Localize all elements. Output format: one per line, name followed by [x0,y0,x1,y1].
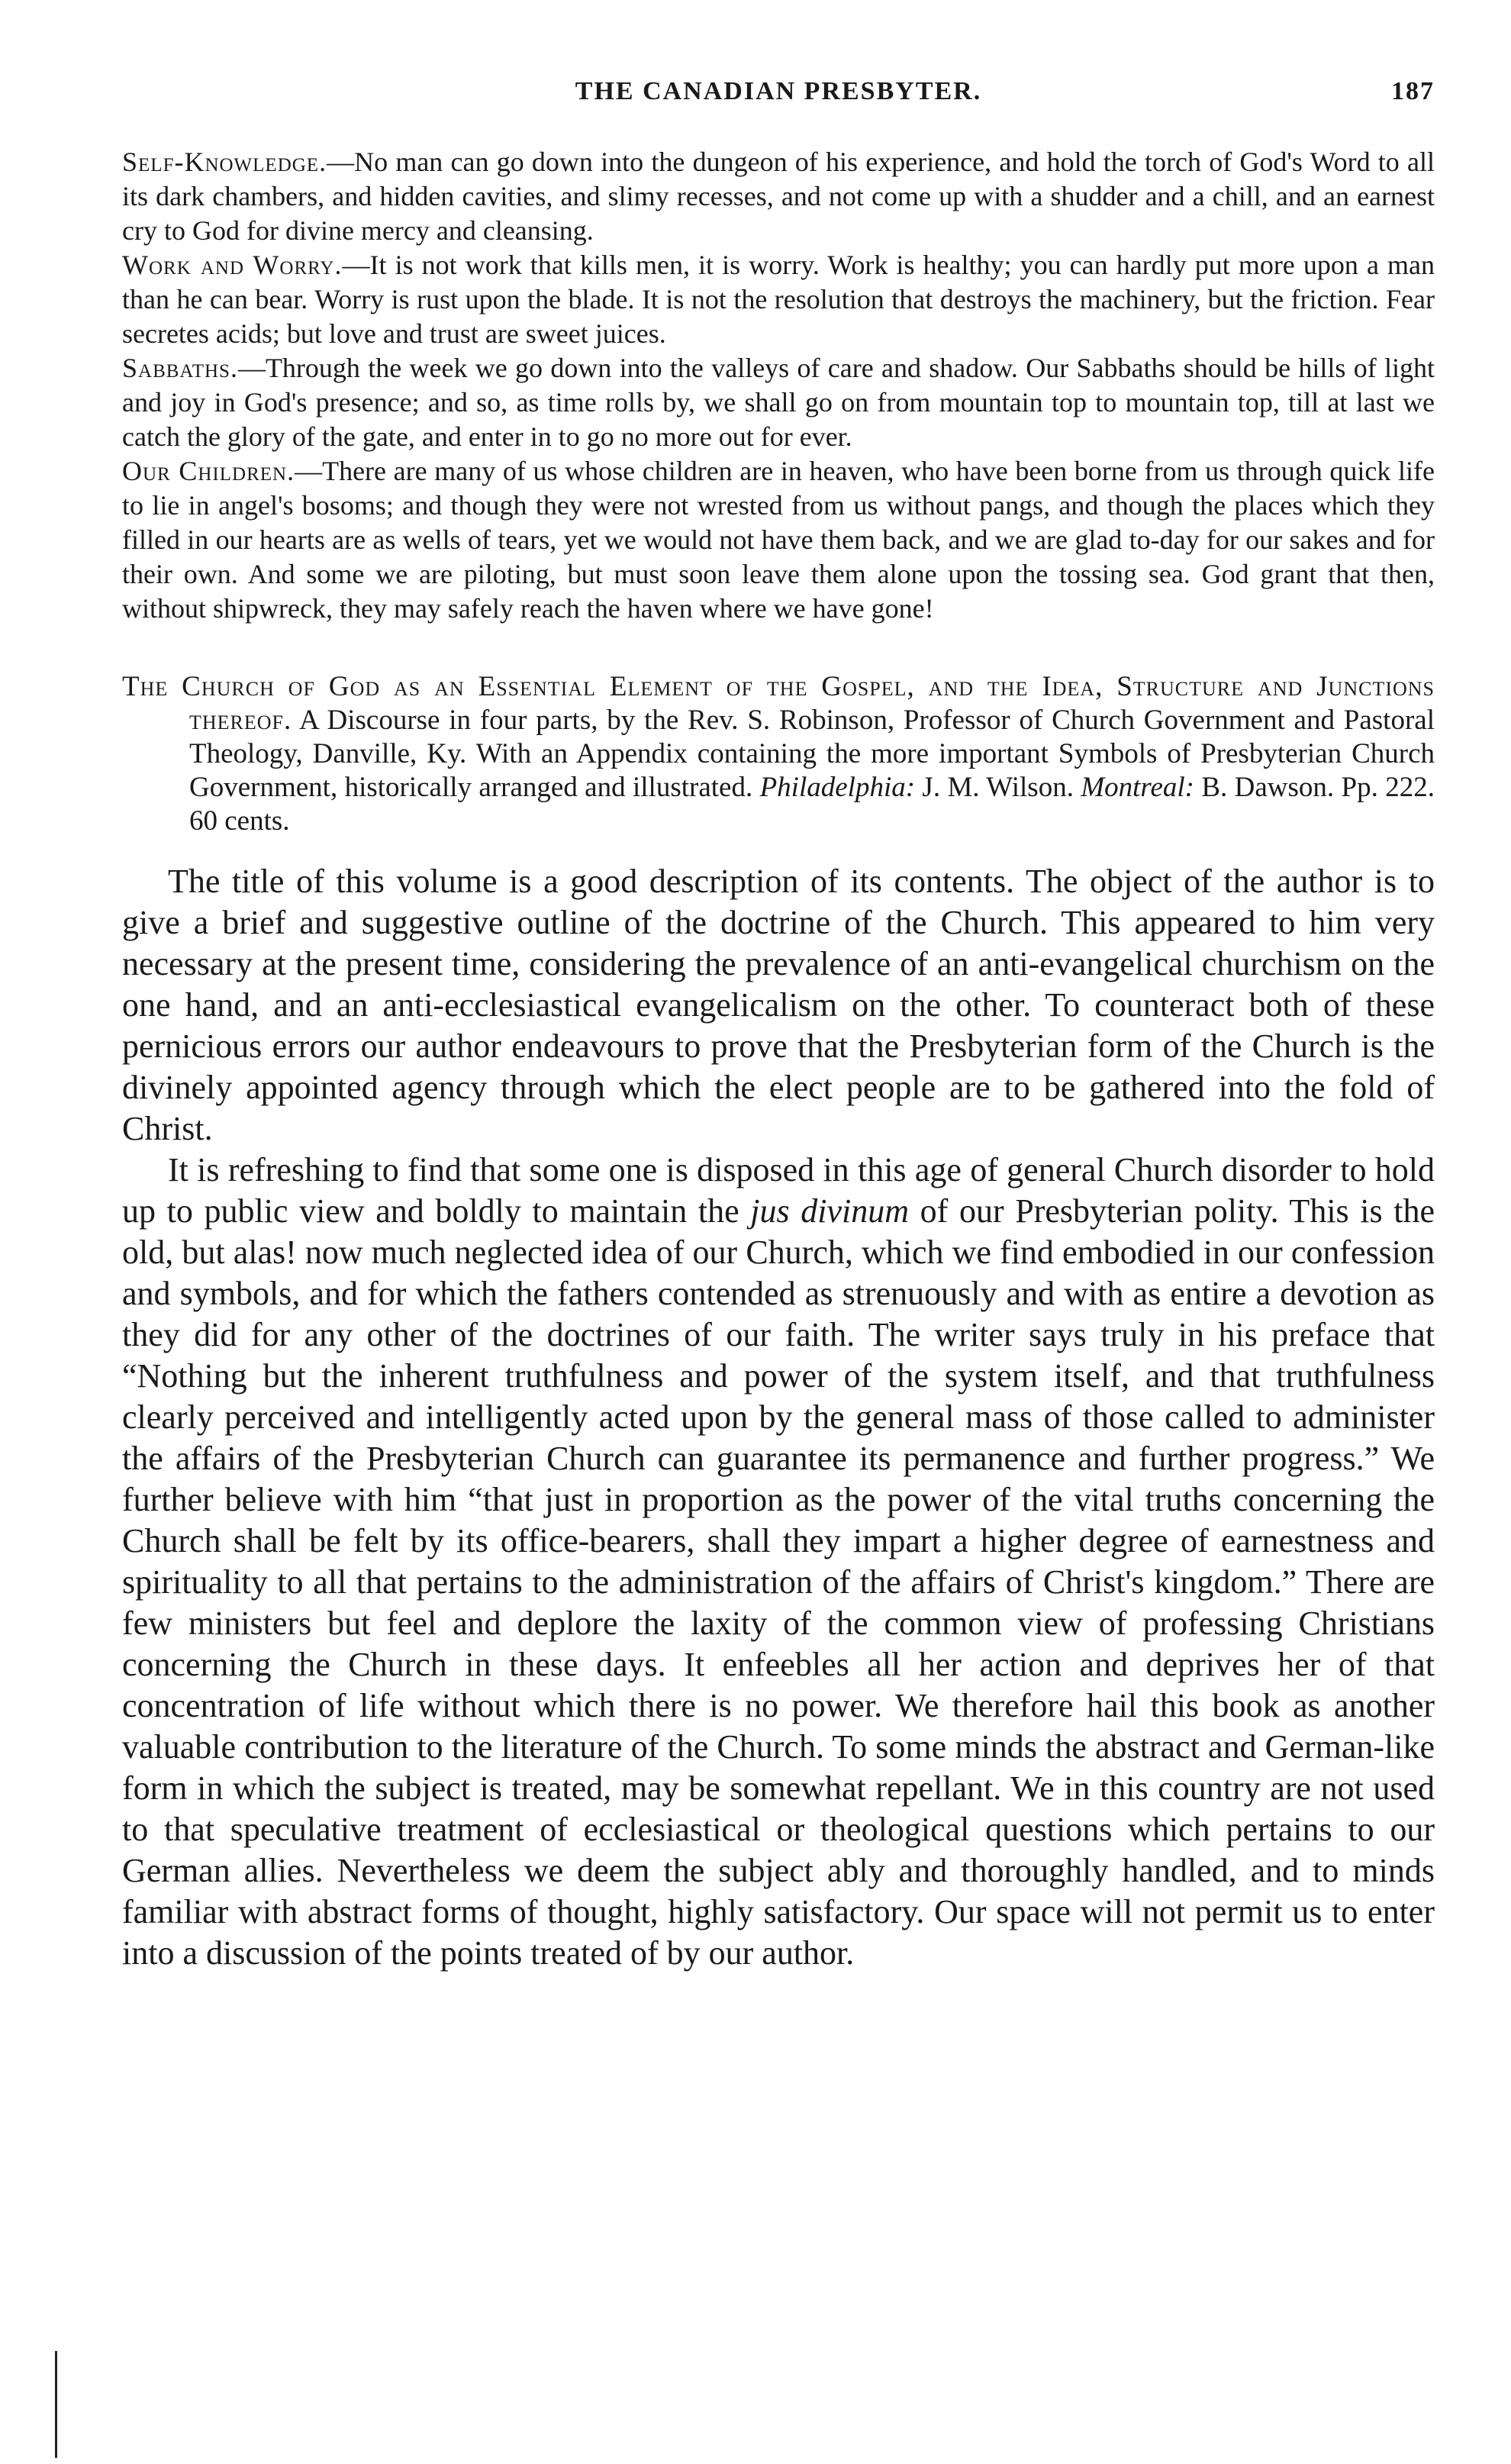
document-page [122,69,1435,2420]
paragraph-work-and-worry: Work and Worry.—It is not work that kills men, it is worry. Work is healthy; you can hardly put more upon a man than he can bear. Worry is rust upon the blade. It is not the resolution that destroys the machinery, but the friction. Fear secretes acids; but love and trust are sweet juices. [122,250,1435,349]
paragraph-sabbaths: Sabbaths.—Through the week we go down into the valleys of care and shadow. Our Sabbaths should be hills of light and joy in God's presence; and so, as time rolls by, we shall go on from mountain top to mountain top, till at last we catch the glory of the gate, and enter in to go no more out for ever. [122,353,1435,452]
paragraph-our-children: Our Children.—There are many of us whose children are in heaven, who have been borne from us through quick life to lie in angel's bosoms; and though they were not wrested from us without pangs, and though the places which they filled in our hearts are as wells of tears, yet we would not have them back, and we are glad to-day for our sakes and for their own. And some we are piloting, but must soon leave them alone upon the tossing sea. God grant that then, without shipwreck, they may safely reach the haven where we have gone! [122,456,1435,624]
review-paragraph-2-start: It is refreshing to find that some one is disposed in this age of general Church disorder to hold up to public view and boldly to maintain the [122,1151,1435,1230]
book-title: The Church of God as an Essential Element of the Gospel, and the Idea, Structure and Junctions thereof. [122,671,1435,736]
item-body: There are many of us whose children are in heaven, who have been borne from us through quick life to lie in angel's bosoms; and though they were not wrested from us without pangs, and though the places which they filled in our hearts are as wells of tears, yet we would not have them back, and we are glad to-day for our sakes and for their own. And some we are piloting, but must soon leave them alone upon the tossing sea. God grant that then, without shipwreck, they may safely reach the haven where we have gone! [122,456,1435,624]
book-description: A Discourse in four parts, by the Rev. S. Robinson, Professor of Church Government and Pastoral Theology, Danville, Ky. With an Appendix containing the more important Symbols of Presbyterian Church Government, historically arranged and illustrated. [189,705,1435,803]
review-body [122,861,1435,1974]
item-body: Through the week we go down into the valleys of care and shadow. Our Sabbaths should be hills of light and joy in God's presence; and so, as time rolls by, we shall go on from mountain top to mountain top, till at last we catch the glory of the gate, and enter in to go no more out for ever. [122,353,1435,452]
item-body: It is not work that kills men, it is worry. Work is healthy; you can hardly put more upon a man than he can bear. Worry is rust upon the blade. It is not the resolution that destroys the machinery, but the friction. Fear secretes acids; but love and trust are sweet juices. [122,250,1435,349]
review-paragraph-1: The title of this volume is a good description of its contents. The object of the author is to give a brief and suggestive outline of the doctrine of the Church. This appeared to him very necessary at the present time, considering the prevalence of an anti-evangelical churchism on the one hand, and an anti-ecclesiastical evangelicalism on the other. To counteract both of these pernicious errors our author endeavours to prove that the Presbyterian form of the Church is the divinely appointed agency through which the elect people are to be gathered into the fold of Christ. [122,863,1435,1147]
review-paragraph-2 [122,1150,1435,1974]
paragraph-self-knowledge: Self-Knowledge.—No man can go down into the dungeon of his experience, and hold the torch of God's Word to all its dark chambers, and hidden cavities, and slimy recesses, and not come up with a shudder and a chill, and an earnest cry to God for divine mercy and cleansing. [122,147,1435,246]
publisher-2: B. Dawson. Pp. 222. 60 cents. [189,772,1435,837]
binding-edge-line [55,2351,57,2458]
review-citation [122,670,1435,838]
item-body: No man can go down into the dungeon of his experience, and hold the torch of God's Word to all its dark chambers, and hidden cavities, and slimy recesses, and not come up with a shudder and a chill, and an earnest cry to God for divine mercy and cleansing. [122,147,1435,246]
item-heading: Our Children. [122,456,295,486]
item-heading: Self-Knowledge. [122,147,327,177]
miscellany-section [122,145,1435,626]
item-heading: Work and Worry. [122,250,343,280]
running-head [122,69,1435,114]
page-number: 187 [1391,77,1435,105]
item-heading: Sabbaths. [122,353,238,383]
publisher-1: J. M. Wilson. [922,772,1074,803]
publisher-place-2: Montreal: [1081,772,1194,803]
publisher-place-1: Philadelphia: [759,772,916,803]
latin-phrase: jus divinum [750,1192,910,1230]
review-paragraph-2-rest: of our Presbyterian polity. This is the old, but alas! now much neglected idea of our Church, which we find embodied in our confession and symbols, and for which the fathers contended as strenuously and with as entire a devotion as they did for any other of the doctrines of our faith. The writer says truly in his preface that “Nothing but the inherent truthfulness and power of the system itself, and that truthfulness clearly perceived and intelligently acted upon by the general mass of those called to administer the affairs of the Presbyterian Church can guarantee its permanence and further progress.” We further believe with him “that just in proportion as the power of the vital truths concerning the Church shall be felt by its office-bearers, shall they impart a higher degree of earnestness and spirituality to all that pertains to the administration of the affairs of Christ's kingdom.” There are few ministers but feel and deplore the laxity of the common view of professing Christians concerning the Church in these days. It enfeebles all her action and deprives her of that concentration of life without which there is no power. We therefore hail this book as another valuable contribution to the literature of the Church. To some minds the abstract and German-like form in which the subject is treated, may be somewhat repellant. We in this country are not used to that speculative treatment of ecclesiastical or theological questions which pertains to our German allies. Nevertheless we deem the subject ably and thoroughly handled, and to minds familiar with abstract forms of thought, highly satisfactory. Our space will not permit us to enter into a discussion of the points treated of by our author. [122,1192,1435,1972]
journal-title: THE CANADIAN PRESBYTER. [575,77,982,105]
